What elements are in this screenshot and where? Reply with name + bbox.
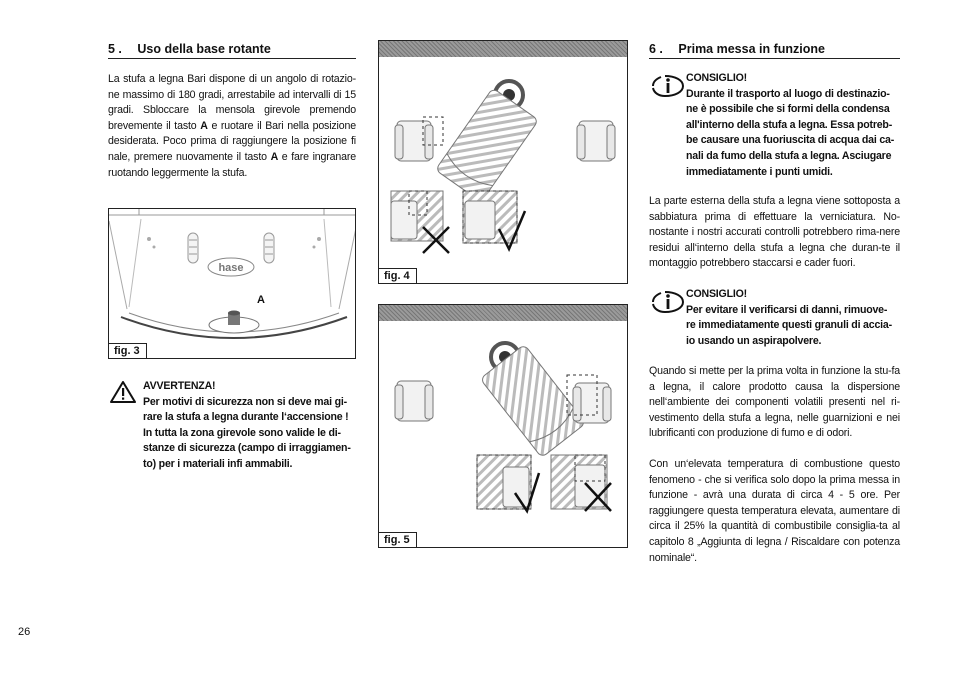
tip-1-line: ne è possibile che si formi della condensa [686, 103, 890, 116]
button-a-label: A [257, 294, 265, 306]
tip-1-line: all'interno della stufa a legna. Essa potreb- [686, 118, 893, 131]
warning-icon [110, 380, 136, 409]
info-icon [651, 73, 685, 104]
rotating-base-illustration [109, 209, 356, 359]
section-6-title: Prima messa in funzione [678, 42, 825, 56]
armchair-left [395, 381, 433, 421]
tip-1-title: CONSIGLIO! [686, 72, 747, 84]
warning-line: rare la stufa a legna durante l‘accensione ! [143, 411, 349, 424]
figure-3 [108, 208, 356, 359]
warning-line: to) per i materiali infi ammabili. [143, 457, 293, 470]
info-icon [651, 289, 685, 320]
placement-diagram-5 [379, 305, 628, 548]
page-number: 26 [18, 626, 31, 638]
section-6-paragraph-1: La parte esterna della stufa a legna viene sottoposta a sabbiatura prima di effettuare la verniciatura. No-nostante i nostri accurati controlli potrebbero rima-nere residui all‘interno della stufa a legna che duran-te il montaggio potrebbero staccarsi e cader fuori. [649, 195, 900, 270]
figure-4-label: fig. 4 [378, 268, 417, 284]
tip-1-line: Durante il trasporto al luogo di destinazio- [686, 87, 890, 100]
tip-1-line: immediatamente i punti umidi. [686, 165, 833, 178]
correct-example [477, 455, 531, 509]
tip-2-line: Per evitare il verificarsi di danni, rimuove- [686, 303, 888, 316]
section-5-number: 5 . [108, 42, 122, 56]
warning-title: AVVERTENZA! [143, 380, 216, 392]
incorrect-example [551, 455, 607, 509]
tip-2-line: re immediatamente questi granuli di accia- [686, 319, 892, 332]
section-6-paragraph-3: Con un‘elevata temperatura di combustione questo fenomeno - che si verifica solo dopo la prima messa in funzione - avrà una durata di circa 4 - 5 ore. Per raggiungere questa temperatura elevata, aumentare di circa il 25% la quantità di combustibile consiglia-ta al capitolo 8 „Aggiunta di legna / Riscaldare con potenza nominale“. [649, 458, 900, 564]
figure-5-label: fig. 5 [378, 532, 417, 548]
tip-1-block [686, 71, 900, 180]
section-6-paragraph-2: Quando si mette per la prima volta in funzione la stu-fa a legna, il calore prodotto causa la dispersione nell‘ambiente dei componenti volatili presenti nel ri-vestimento della stufa a legna, nelle guarnizioni e nei lubrificanti con produzione di fumo e di odori. [649, 365, 900, 440]
warning-line: In tutta la zona girevole sono valide le di- [143, 426, 341, 439]
tip-1-line: nali da fumo della stufa a legna. Asciugare [686, 149, 892, 162]
section-5-paragraph: La stufa a legna Bari dispone di un angolo di rotazio-ne massimo di 180 gradi, arrestabile ad intervalli di 15 gradi. Sbloccare la mensola girevole premendo brevemente il tasto A e ruotare il Bari nella posizione desiderata. Poco prima di raggiungere la posizione fi nale, premere nuovamente il tasto A e fare ingranare ruotando leggermente la stufa. [108, 73, 356, 179]
armchair-right [577, 121, 615, 161]
figure-5 [378, 304, 628, 548]
incorrect-example [391, 191, 443, 241]
tip-2-line: io usando un aspirapolvere. [686, 334, 822, 347]
armchair-right [573, 383, 611, 423]
hase-logo [208, 258, 254, 276]
warning-line: Per motivi di sicurezza non si deve mai gi- [143, 395, 347, 408]
section-6-rule [649, 58, 900, 59]
tip-2-title: CONSIGLIO! [686, 288, 747, 300]
section-6-heading [649, 42, 825, 56]
section-6-number: 6 . [649, 42, 663, 56]
armchair-left [395, 121, 433, 161]
svg-text:hase: hase [218, 262, 244, 274]
warning-line: stanze di sicurezza (campo di irraggiamen- [143, 442, 351, 455]
warning-block [143, 379, 357, 473]
correct-example [463, 191, 517, 243]
tip-2-block [686, 287, 900, 349]
section-5-title: Uso della base rotante [137, 42, 271, 56]
section-5-heading [108, 42, 271, 56]
tip-1-line: be causare una fuoriuscita di acqua dai ca- [686, 134, 895, 147]
figure-3-label: fig. 3 [108, 343, 147, 359]
placement-diagram-4 [379, 41, 628, 284]
section-5-rule [108, 58, 356, 59]
figure-4 [378, 40, 628, 284]
